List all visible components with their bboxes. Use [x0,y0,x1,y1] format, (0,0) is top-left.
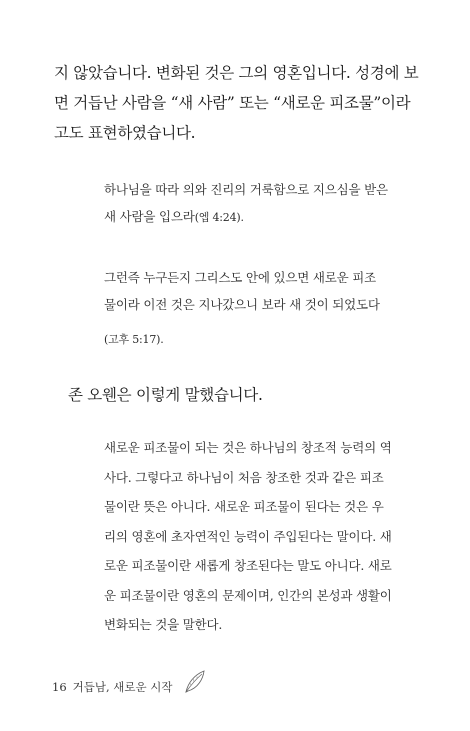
body-line: 고도 표현하였습니다. [54,124,196,142]
quote-line: 하나님을 따라 의와 진리의 거룩함으로 지으심을 받은 [104,182,388,197]
owen-quote [104,433,392,640]
quote-line: 물이라 이전 것은 지나갔으니 보라 새 것이 되었도다 [104,297,380,312]
quote-line [104,203,388,231]
body-paragraph [54,58,418,148]
body-line: 면 거듭난 사람을 “새 사람” 또는 “새로운 피조물”이라 [54,94,411,112]
quote-line: 물이란 뜻은 아니다. 새로운 피조물이 된다는 것은 우 [104,499,384,514]
quote-line-text: 새 사람을 입으라 [104,209,195,224]
page-footer [52,679,208,695]
quote-introduction: 존 오웬은 이렇게 말했습니다. [68,386,263,404]
body-line: 지 않았습니다. 변화된 것은 그의 영혼입니다. 성경에 보 [54,64,419,82]
quote-line: 운 피조물이란 영혼의 문제이며, 인간의 본성과 생활이 [104,587,392,603]
running-title: 거듭남, 새로운 시작 [72,680,173,694]
scripture-quote-corinthians [104,264,380,353]
quote-line: 로운 피조물이란 새롭게 창조된다는 말도 아니다. 새로 [104,558,392,573]
quote-line: 리의 영혼에 초자연적인 능력이 주입된다는 말이다. 새 [104,528,392,544]
quote-line: 그런즉 누구든지 그리스도 안에 있으면 새로운 피조 [104,270,377,285]
scripture-quote-ephesians [104,176,388,231]
page-number: 16 [52,680,67,694]
quote-line: 사다. 그렇다고 하나님이 처음 창조한 것과 같은 피조 [104,469,384,485]
scripture-reference: (엡 4:24). [194,211,244,224]
quote-line: 변화되는 것을 말한다. [104,617,223,632]
scripture-reference: (고후 5:17). [104,333,164,346]
leaf-icon [182,669,208,695]
quote-line: 새로운 피조물이 되는 것은 하나님의 창조적 능력의 역 [104,440,392,455]
